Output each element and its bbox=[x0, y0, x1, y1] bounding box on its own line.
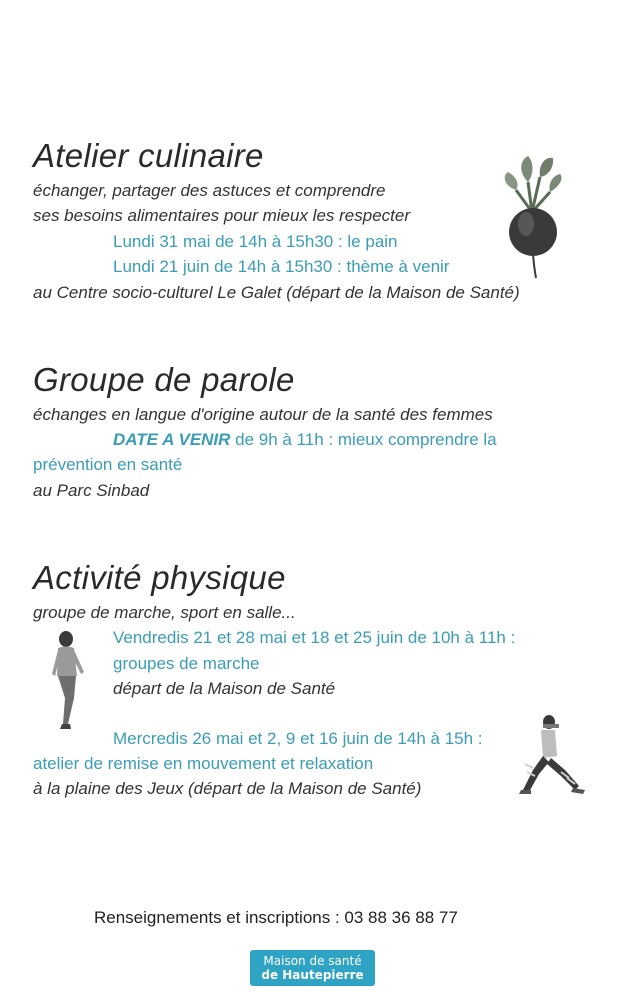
activite-date2-line2: atelier de remise en mouvement et relaxation bbox=[33, 754, 374, 773]
walking-woman-icon bbox=[46, 630, 92, 732]
activite-desc: groupe de marche, sport en salle... bbox=[33, 603, 296, 622]
groupe-date-line1 bbox=[113, 430, 497, 450]
activite-date1-line2: groupes de marche bbox=[113, 654, 260, 673]
atelier-place: au Centre socio-culturel Le Galet (départ de la Maison de Santé) bbox=[33, 283, 520, 302]
activite-date1-line1: Vendredis 21 et 28 mai et 18 et 25 juin de 10h à 11h : bbox=[113, 628, 516, 647]
groupe-desc: échanges en langue d'origine autour de la santé des femmes bbox=[33, 405, 493, 424]
atelier-desc-line1: échanger, partager des astuces et comprendre bbox=[33, 181, 386, 200]
maison-de-sante-logo bbox=[250, 950, 375, 986]
atelier-date-1: Lundi 31 mai de 14h à 15h30 : le pain bbox=[113, 232, 398, 251]
lunge-man-icon bbox=[515, 712, 587, 796]
activite-place2: à la plaine des Jeux (départ de la Maison de Santé) bbox=[33, 779, 422, 798]
groupe-title: Groupe de parole bbox=[33, 361, 295, 398]
atelier-desc-line2: ses besoins alimentaires pour mieux les respecter bbox=[33, 206, 411, 225]
footer-contact: Renseignements et inscriptions : 03 88 36 88 77 bbox=[94, 908, 458, 927]
activite-date2-line1: Mercredis 26 mai et 2, 9 et 16 juin de 14h à 15h : bbox=[113, 729, 483, 748]
logo-line2: de Hautepierre bbox=[261, 968, 364, 982]
beet-icon bbox=[498, 152, 568, 282]
groupe-date-highlight: DATE A VENIR bbox=[113, 430, 231, 449]
atelier-title: Atelier culinaire bbox=[33, 137, 264, 174]
logo-line1: Maison de santé bbox=[263, 954, 362, 968]
groupe-date-rest: de 9h à 11h : mieux comprendre la bbox=[230, 430, 497, 449]
groupe-date-line2: prévention en santé bbox=[33, 455, 183, 474]
groupe-place: au Parc Sinbad bbox=[33, 481, 150, 500]
activite-title: Activité physique bbox=[33, 559, 286, 596]
atelier-date-2: Lundi 21 juin de 14h à 15h30 : thème à venir bbox=[113, 257, 450, 276]
activite-place1: départ de la Maison de Santé bbox=[113, 679, 336, 698]
